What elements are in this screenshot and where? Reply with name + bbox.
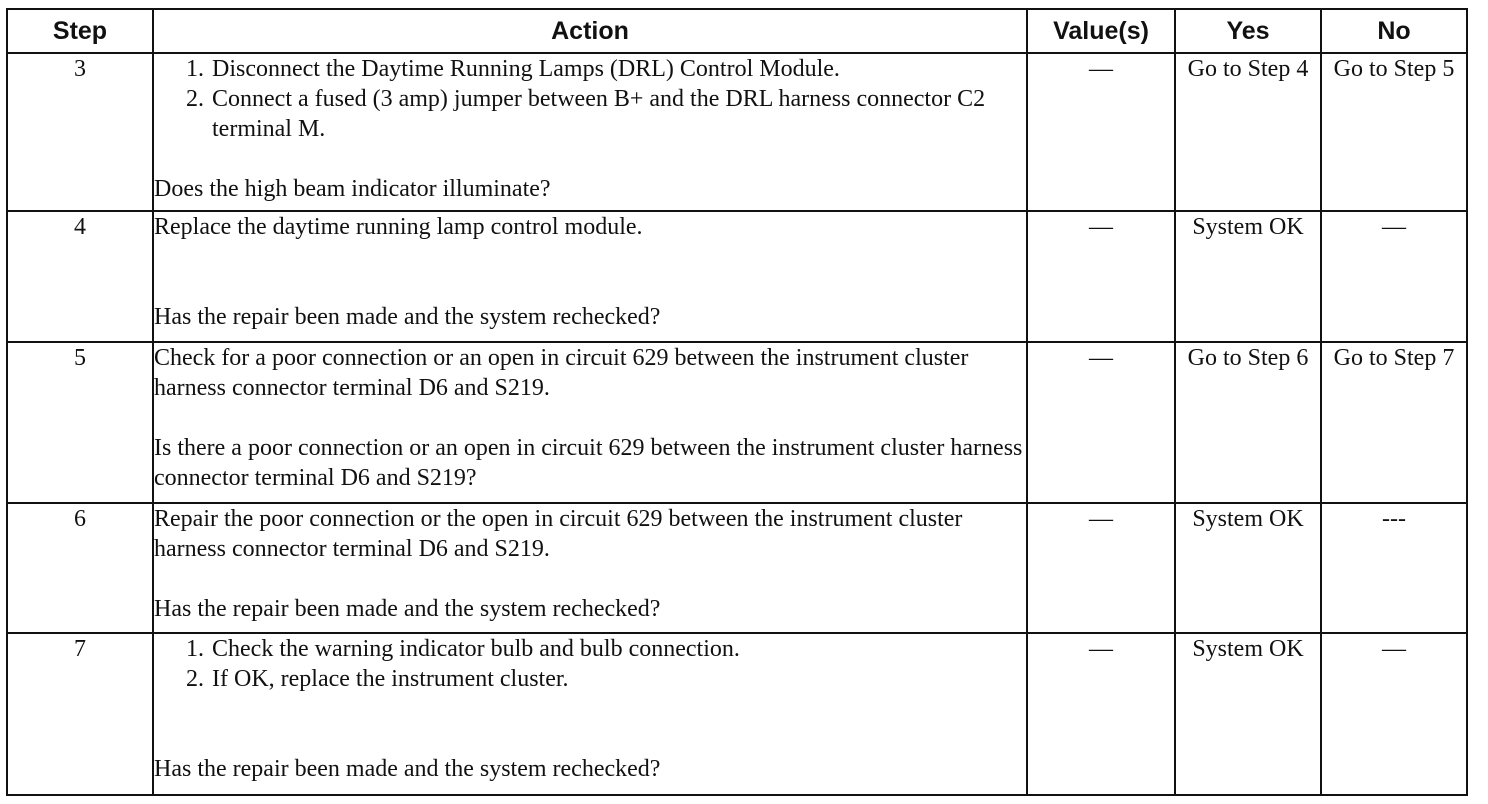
value-cell: — [1027,211,1175,342]
step-number: 5 [7,342,153,503]
header-yes: Yes [1175,9,1321,53]
header-step: Step [7,9,153,53]
action-cell [153,633,1027,795]
table-header-row [7,9,1467,53]
table-row [7,53,1467,211]
step-number: 6 [7,503,153,633]
value-cell: — [1027,633,1175,795]
value-cell: — [1027,503,1175,633]
no-cell: Go to Step 7 [1321,342,1467,503]
step-number: 3 [7,53,153,211]
value-cell: — [1027,342,1175,503]
table-row [7,633,1467,795]
header-no: No [1321,9,1467,53]
action-question: Does the high beam indicator illuminate? [154,176,551,202]
action-steps-list [154,54,1026,144]
action-cell [153,342,1027,503]
action-cell [153,503,1027,633]
action-step: 2. Connect a fused (3 amp) jumper between B+ and the DRL harness connector C2 terminal M. [210,84,1026,144]
action-text: Check for a poor connection or an open in circuit 629 between the instrument cluster harness connector terminal D6 and S219. [154,345,969,401]
action-question: Is there a poor connection or an open in circuit 629 between the instrument cluster harness connector terminal D6 and S219? [154,435,1023,491]
action-steps-list [154,634,1026,694]
action-text: Replace the daytime running lamp control module. [154,214,643,240]
no-cell: — [1321,633,1467,795]
table-row [7,342,1467,503]
yes-cell: System OK [1175,211,1321,342]
yes-cell: Go to Step 4 [1175,53,1321,211]
action-step: 1. Disconnect the Daytime Running Lamps (DRL) Control Module. [210,54,1026,84]
header-action: Action [153,9,1027,53]
no-cell: — [1321,211,1467,342]
no-cell: --- [1321,503,1467,633]
action-question: Has the repair been made and the system rechecked? [154,596,661,622]
action-step: 2. If OK, replace the instrument cluster. [210,664,1026,694]
action-step: 1. Check the warning indicator bulb and bulb connection. [210,634,1026,664]
action-cell [153,53,1027,211]
action-cell [153,211,1027,342]
table-row [7,211,1467,342]
yes-cell: System OK [1175,633,1321,795]
no-cell: Go to Step 5 [1321,53,1467,211]
diagnostic-table [6,8,1468,796]
yes-cell: Go to Step 6 [1175,342,1321,503]
step-number: 4 [7,211,153,342]
action-text: Repair the poor connection or the open in circuit 629 between the instrument cluster harness connector terminal D6 and S219. [154,506,963,562]
action-question: Has the repair been made and the system rechecked? [154,304,661,330]
action-question: Has the repair been made and the system rechecked? [154,756,661,782]
header-values: Value(s) [1027,9,1175,53]
step-number: 7 [7,633,153,795]
value-cell: — [1027,53,1175,211]
yes-cell: System OK [1175,503,1321,633]
table-row [7,503,1467,633]
